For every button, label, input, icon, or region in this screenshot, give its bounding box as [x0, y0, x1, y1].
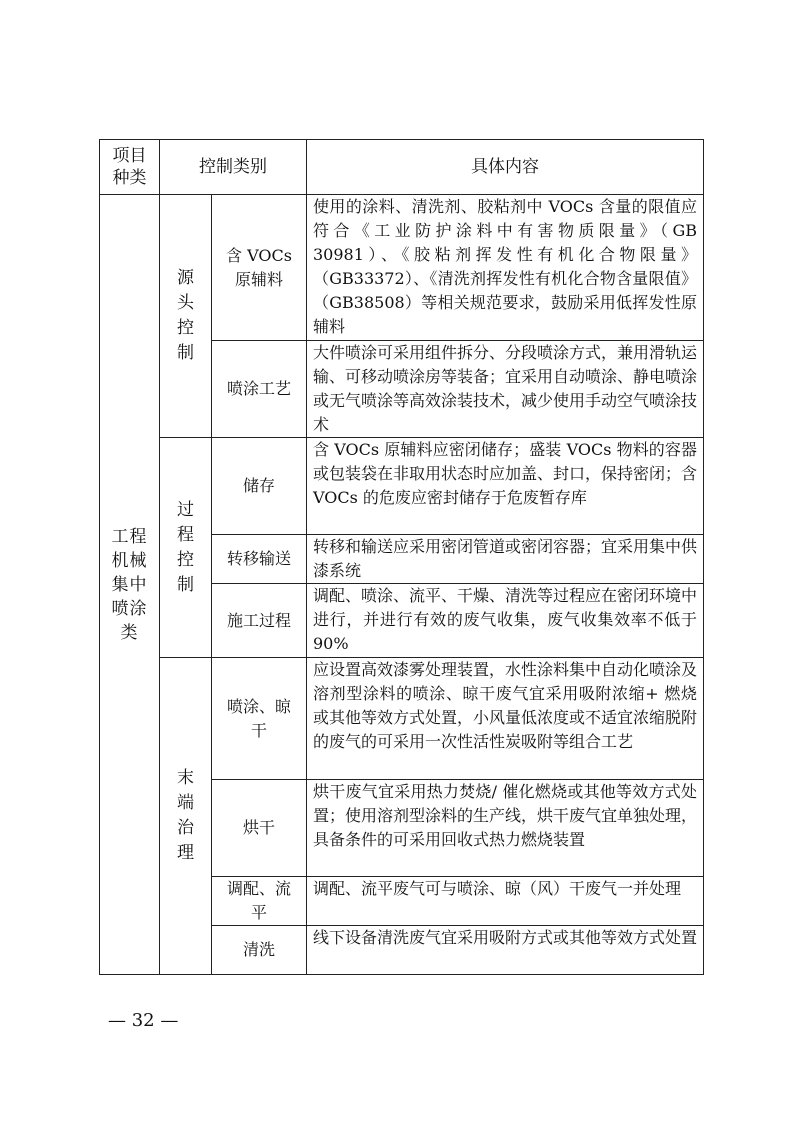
item-label: 储存 [212, 438, 307, 535]
header-content: 具体内容 [307, 140, 704, 195]
item-label: 含 VOCs 原辅料 [212, 195, 307, 341]
item-label: 调配、流 平 [212, 877, 307, 926]
header-control-category: 控制类别 [160, 140, 307, 195]
header-project-type: 项目 种类 [100, 140, 160, 195]
page-number: — 32 — [108, 1010, 179, 1031]
item-content: 大件喷涂可采用组件拆分、分段喷涂方式，兼用滑轨运输、可移动喷涂房等装备；宜采用自动喷涂、静电喷涂或无气喷涂等高效涂装技术，减少使用手动空气喷涂技术 [307, 341, 704, 438]
item-content: 调配、流平废气可与喷涂、晾（风）干废气一并处理 [307, 877, 704, 926]
group-process-control: 过程控制 [160, 438, 212, 658]
group-source-control: 源头控制 [160, 195, 212, 438]
control-table [99, 139, 704, 975]
table-row [100, 195, 704, 341]
item-content: 使用的涂料、清洗剂、胶粘剂中 VOCs 含量的限值应符合《工业防护涂料中有害物质限量》（GB 30981）、《胶粘剂挥发性有机化合物限量》（GB33372）、《清洗剂挥发性有机化合物含量限值》（GB38508）等相关规范要求，鼓励采用低挥发性原辅料 [307, 195, 704, 341]
item-label: 喷涂工艺 [212, 341, 307, 438]
item-label: 施工过程 [212, 584, 307, 658]
project-type-cell: 工程 机械 集中 喷涂 类 [100, 195, 160, 975]
item-content: 含 VOCs 原辅料应密闭储存；盛装 VOCs 物料的容器或包装袋在非取用状态时应加盖、封口，保持密闭；含 VOCs 的危废应密封储存于危废暂存库 [307, 438, 704, 535]
item-label: 烘干 [212, 780, 307, 877]
item-content: 调配、喷涂、流平、干燥、清洗等过程应在密闭环境中进行，并进行有效的废气收集，废气收集效率不低于 90% [307, 584, 704, 658]
table-row [100, 438, 704, 535]
table-row [100, 658, 704, 780]
item-label: 清洗 [212, 926, 307, 975]
item-content: 烘干废气宜采用热力焚烧/ 催化燃烧或其他等效方式处置；使用溶剂型涂料的生产线，烘干废气宜单独处理，具备条件的可采用回收式热力燃烧装置 [307, 780, 704, 877]
item-content: 线下设备清洗废气宜采用吸附方式或其他等效方式处置 [307, 926, 704, 975]
item-content: 应设置高效漆雾处理装置，水性涂料集中自动化喷涂及溶剂型涂料的喷涂、晾干废气宜采用吸附浓缩+ 燃烧或其他等效方式处置，小风量低浓度或不适宜浓缩脱附的废气的可采用一次性活性炭吸附等组合工艺 [307, 658, 704, 780]
group-end-treatment: 末端治理 [160, 658, 212, 975]
item-content: 转移和输送应采用密闭管道或密闭容器；宜采用集中供漆系统 [307, 535, 704, 584]
item-label: 转移输送 [212, 535, 307, 584]
header-row [100, 140, 704, 195]
item-label: 喷涂、晾 干 [212, 658, 307, 780]
